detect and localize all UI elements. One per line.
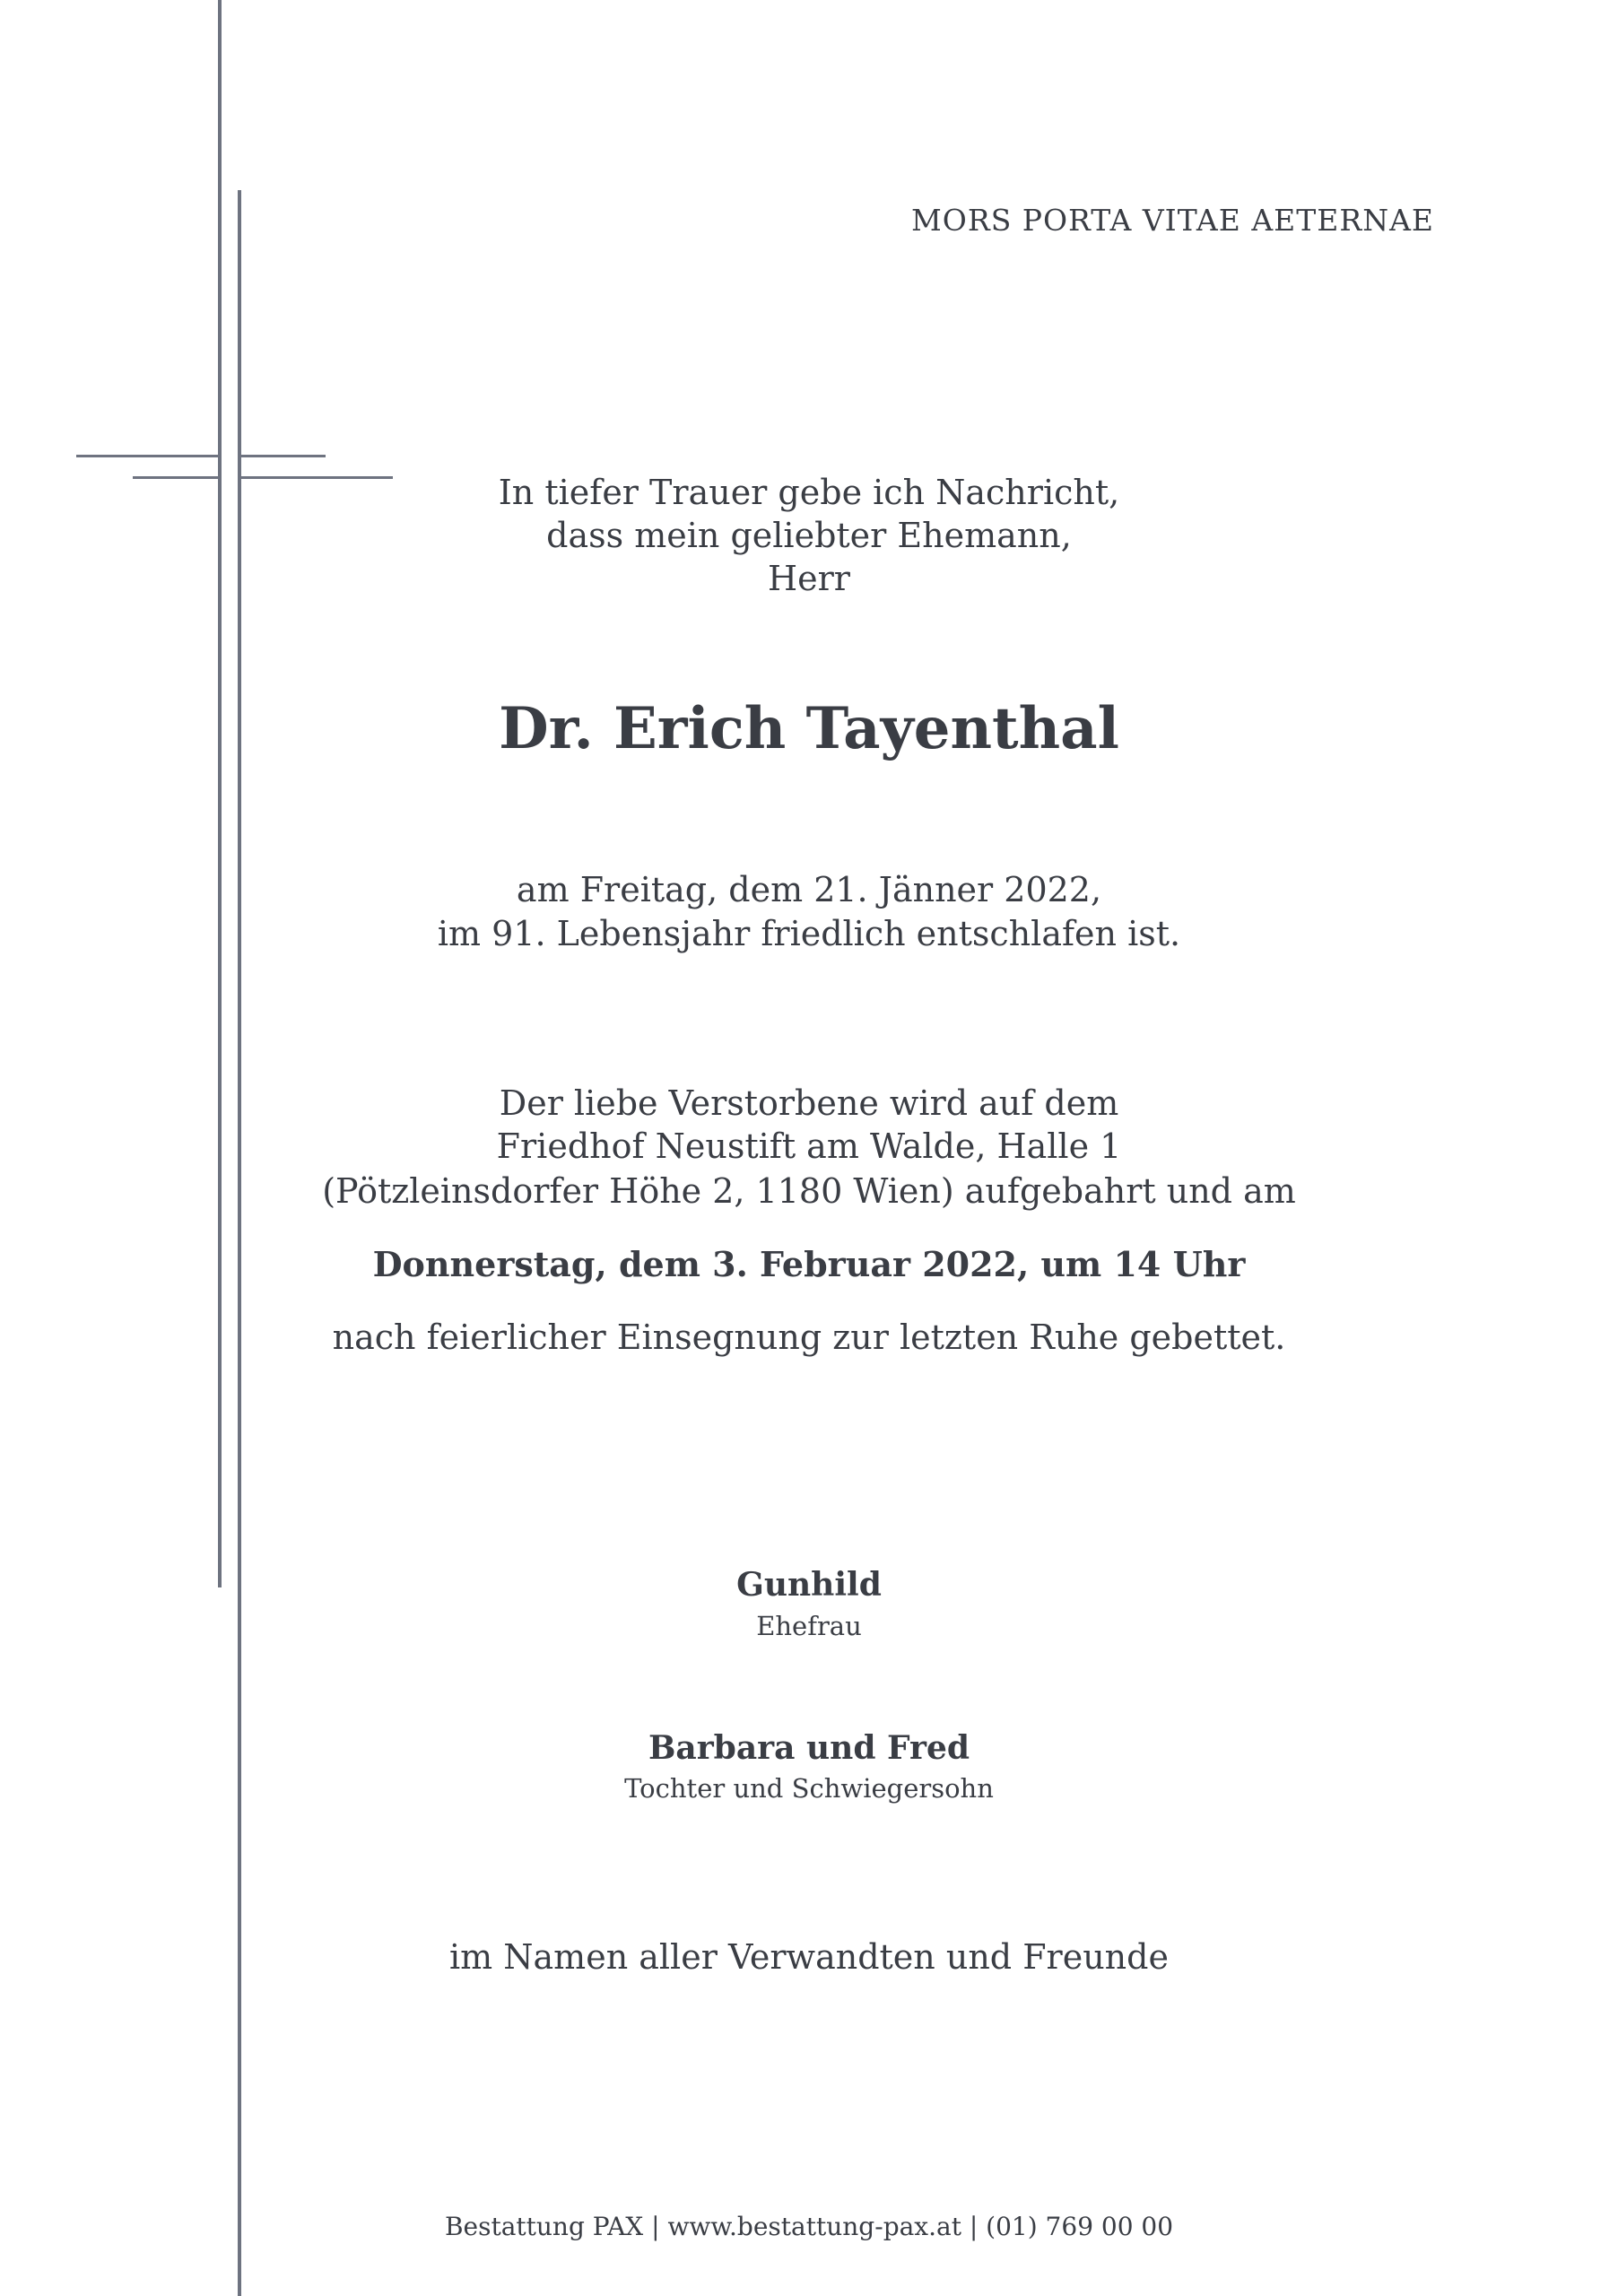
intro-line-1: In tiefer Trauer gebe ich Nachricht, bbox=[498, 473, 1120, 512]
intro-line-2: dass mein geliebter Ehemann, bbox=[546, 516, 1072, 555]
mourner-relation: Tochter und Schwiegersohn bbox=[624, 1773, 994, 1804]
funeral-line-3: (Pötzleinsdorfer Höhe 2, 1180 Wien) aufgebahrt und am bbox=[322, 1171, 1296, 1211]
mourner-name: Gunhild bbox=[736, 1566, 882, 1604]
mourner-name: Barbara und Fred bbox=[648, 1729, 970, 1767]
death-line-2: im 91. Lebensjahr friedlich entschlafen ist. bbox=[437, 914, 1181, 953]
funeral-line-2: Friedhof Neustift am Walde, Halle 1 bbox=[496, 1126, 1122, 1166]
deceased-name: Dr. Erich Tayenthal bbox=[499, 695, 1119, 762]
cross-upper-horizontal-line-right bbox=[240, 455, 326, 457]
motto: MORS PORTA VITAE AETERNAE bbox=[911, 203, 1434, 238]
footer-contact: Bestattung PAX | www.bestattung-pax.at | (01) 769 00 00 bbox=[444, 2212, 1174, 2241]
death-line-1: am Freitag, dem 21. Jänner 2022, bbox=[516, 870, 1102, 909]
mourner-relation: Ehefrau bbox=[756, 1611, 862, 1641]
closing-line: im Namen aller Verwandten und Freunde bbox=[449, 1937, 1169, 1977]
funeral-line-4: nach feierlicher Einsegnung zur letzten Ruhe gebettet. bbox=[332, 1318, 1286, 1357]
cross-upper-horizontal-line bbox=[76, 455, 220, 457]
funeral-date-line: Donnerstag, dem 3. Februar 2022, um 14 Uhr bbox=[372, 1244, 1246, 1284]
funeral-line-1: Der liebe Verstorbene wird auf dem bbox=[499, 1083, 1119, 1123]
intro-line-3: Herr bbox=[768, 559, 850, 598]
